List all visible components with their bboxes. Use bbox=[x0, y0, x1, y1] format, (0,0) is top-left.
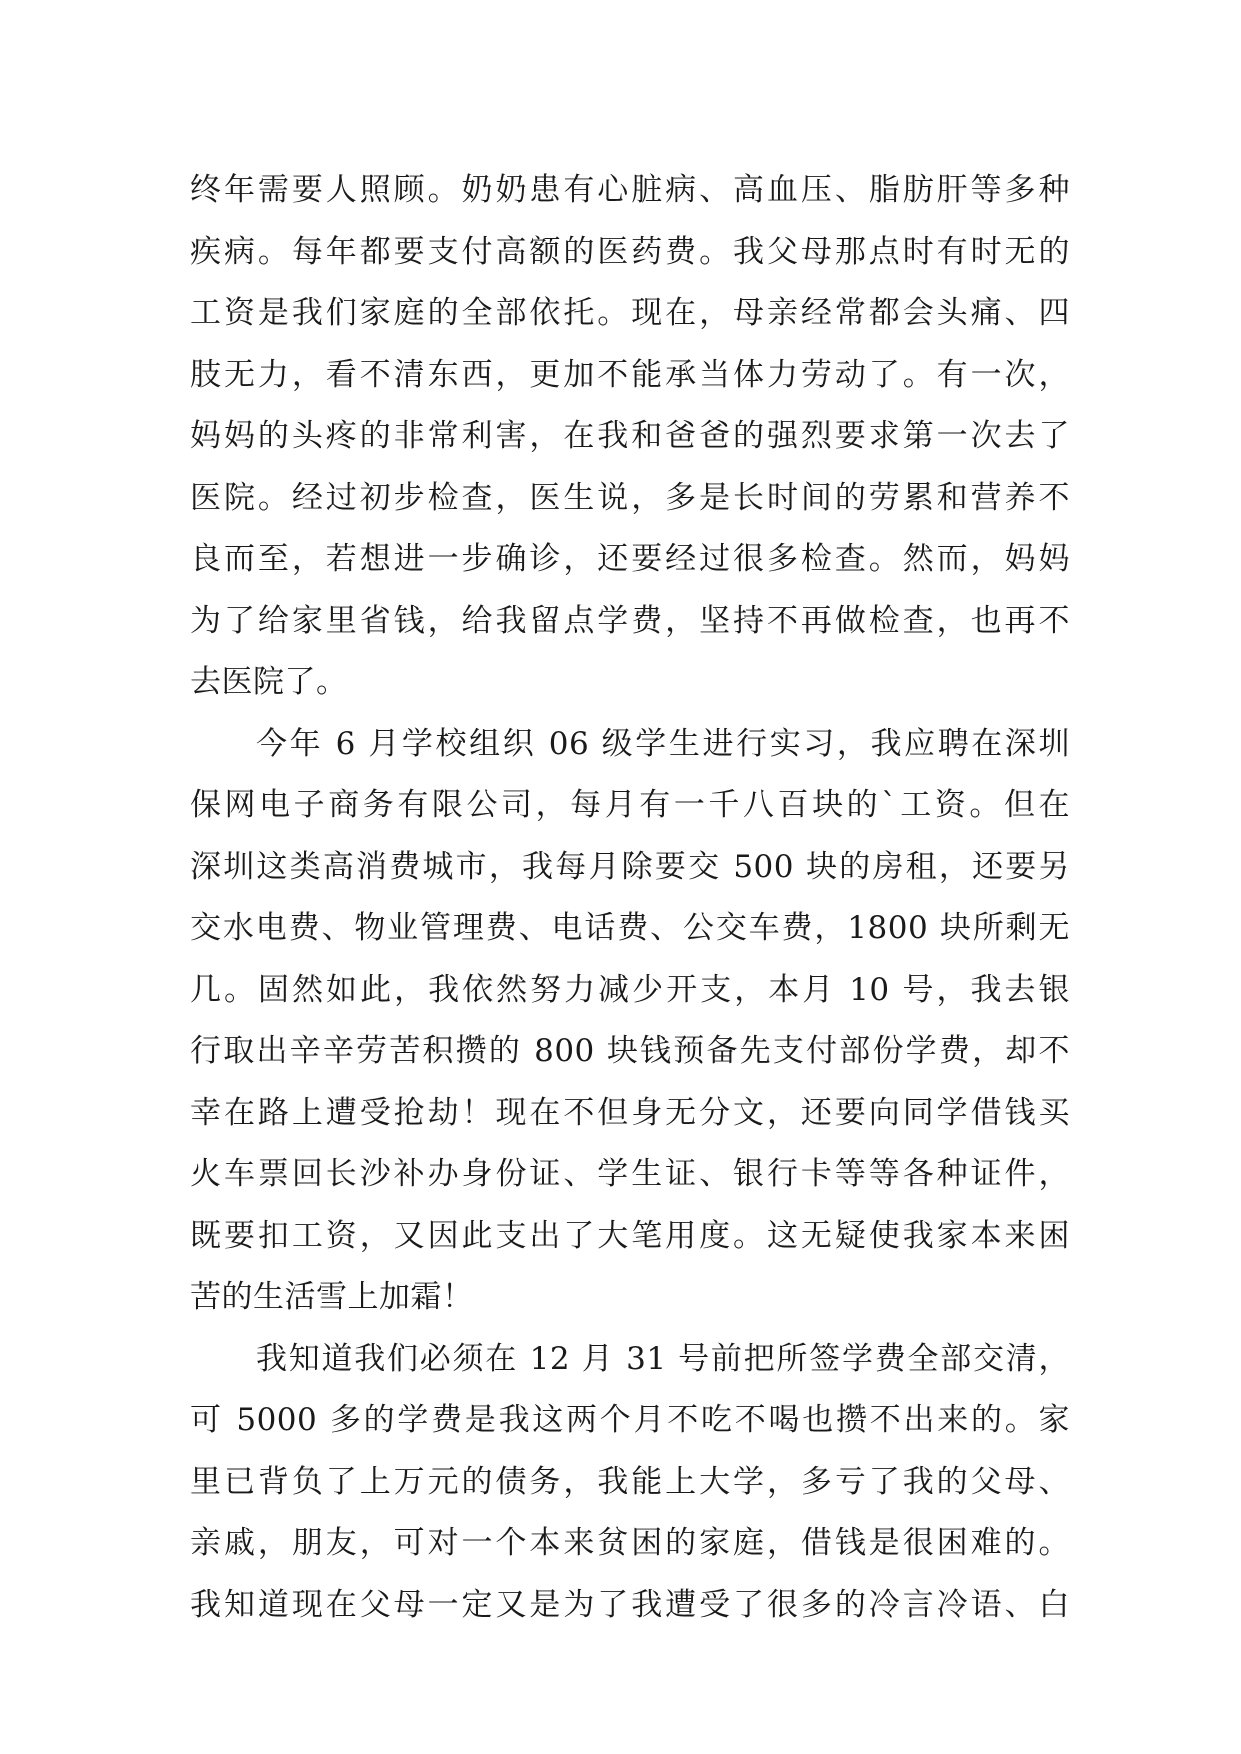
text-line: 去医院了。 bbox=[190, 664, 348, 700]
text-line: 医院。经过初步检查，医生说，多是长时间的劳累和营养不 bbox=[190, 479, 1070, 516]
text-line: 良而至，若想进一步确诊，还要经过很多检查。然而，妈妈 bbox=[190, 541, 1070, 577]
text-line: 妈妈的头疼的非常利害，在我和爸爸的强烈要求第一次去了 bbox=[190, 418, 1070, 454]
text-line: 里已背负了上万元的债务，我能上大学，多亏了我的父母、 bbox=[190, 1463, 1070, 1500]
text-line: 交水电费、物业管理费、电话费、公交车费，1800 块所剩无 bbox=[190, 910, 1070, 946]
text-line: 可 5000 多的学费是我这两个月不吃不喝也攒不出来的。家 bbox=[190, 1402, 1070, 1438]
text-line: 工资是我们家庭的全部依托。现在，母亲经常都会头痛、四 bbox=[190, 295, 1070, 331]
text-line: 苦的生活雪上加霜！ bbox=[190, 1279, 474, 1315]
text-line: 行取出辛辛劳苦积攒的 800 块钱预备先支付部份学费，却不 bbox=[190, 1033, 1070, 1069]
text-line: 肢无力，看不清东西，更加不能承当体力劳动了。有一次， bbox=[190, 356, 1070, 393]
text-line: 为了给家里省钱，给我留点学费，坚持不再做检查，也再不 bbox=[190, 602, 1070, 639]
text-line: 我知道现在父母一定又是为了我遭受了很多的冷言冷语、白 bbox=[190, 1586, 1070, 1623]
text-line: 今年 6 月学校组织 06 级学生进行实习，我应聘在深圳 bbox=[256, 725, 1070, 762]
text-line: 保网电子商务有限公司，每月有一千八百块的`工资。但在 bbox=[190, 787, 1070, 823]
text-line: 终年需要人照顾。奶奶患有心脏病、高血压、脂肪肝等多种 bbox=[190, 172, 1070, 208]
text-line: 亲戚，朋友，可对一个本来贫困的家庭，借钱是很困难的。 bbox=[190, 1525, 1070, 1561]
text-line: 幸在路上遭受抢劫！现在不但身无分文，还要向同学借钱买 bbox=[190, 1094, 1070, 1131]
text-line: 火车票回长沙补办身份证、学生证、银行卡等等各种证件， bbox=[190, 1156, 1070, 1192]
text-line: 几。固然如此，我依然努力减少开支，本月 10 号，我去银 bbox=[190, 971, 1070, 1008]
text-line: 深圳这类高消费城市，我每月除要交 500 块的房租，还要另 bbox=[190, 848, 1070, 885]
text-line: 我知道我们必须在 12 月 31 号前把所签学费全部交清， bbox=[256, 1340, 1070, 1377]
text-line: 疾病。每年都要支付高额的医药费。我父母那点时有时无的 bbox=[190, 233, 1070, 270]
text-line: 既要扣工资，又因此支出了大笔用度。这无疑使我家本来困 bbox=[190, 1217, 1070, 1254]
body-text bbox=[190, 160, 1070, 1636]
